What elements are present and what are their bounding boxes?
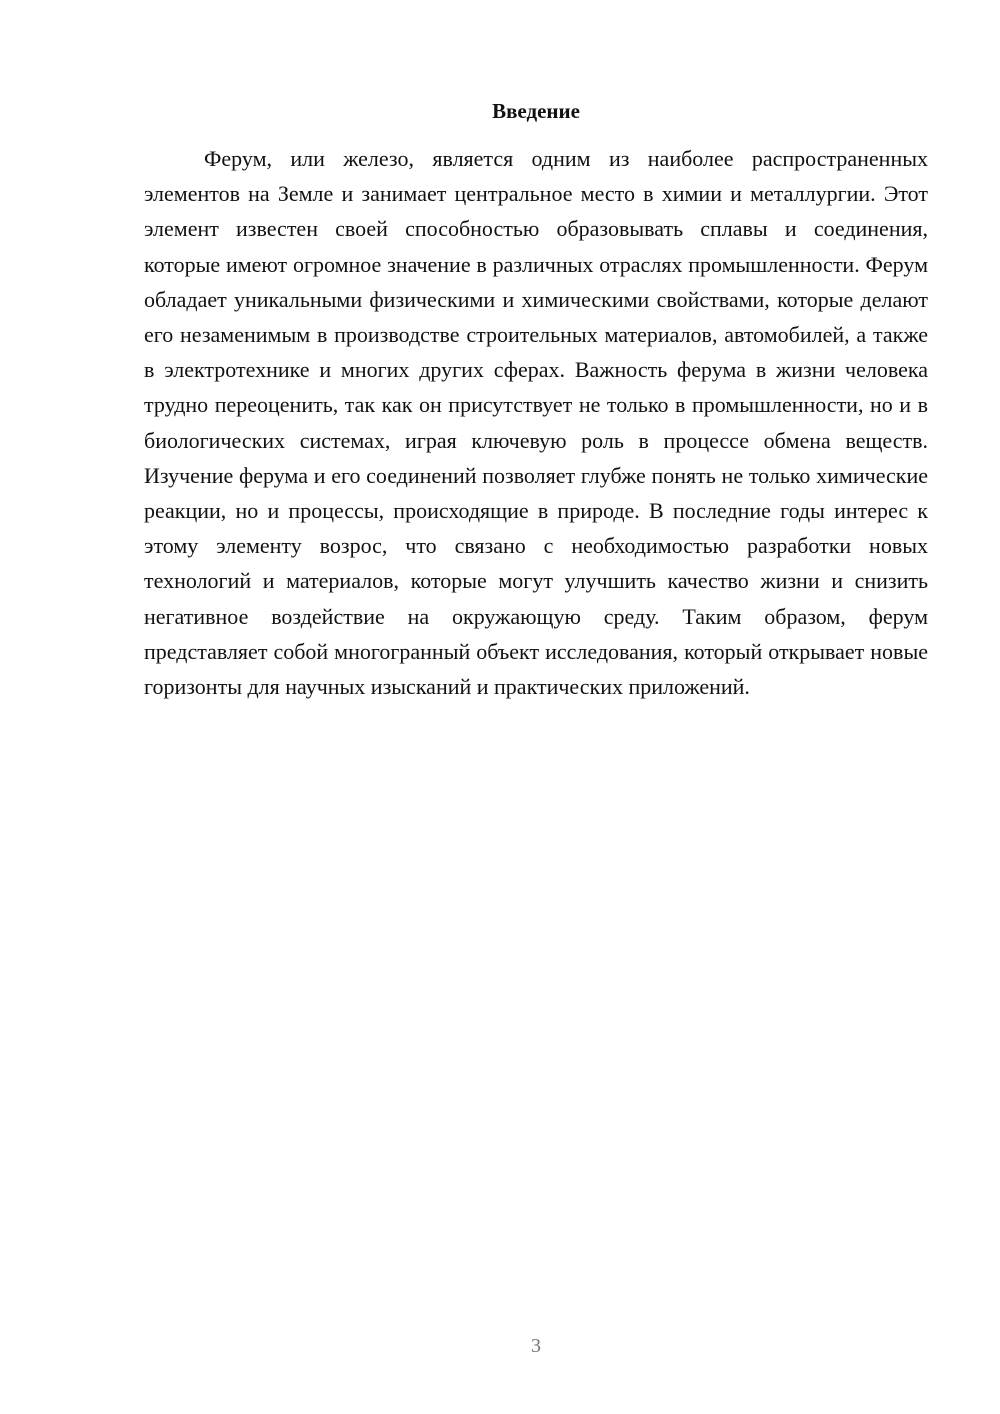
section-heading: Введение	[492, 99, 580, 123]
page-number: 3	[531, 1335, 541, 1357]
body-paragraph: Ферум, или железо, является одним из наиболее распространенных элементов на Земле и занимает центральное место в химии и металлургии. Этот элемент известен своей способностью образовывать сплавы и соединения, которые имеют огромное значение в различных отраслях промышленности. Ферум обладает уникальными физическими и химическими свойствами, которые делают его незаменимым в производстве строительных материалов, автомобилей, а также в электротехнике и многих других сферах. Важность ферума в жизни человека трудно переоценить, так как он присутствует не только в промышленности, но и в биологических системах, играя ключевую роль в процессе обмена веществ. Изучение ферума и его соединений позволяет глубже понять не только химические реакции, но и процессы, происходящие в природе. В последние годы интерес к этому элементу возрос, что связано с необходимостью разработки новых технологий и материалов, которые могут улучшить качество жизни и снизить негативное воздействие на окружающую среду. Таким образом, ферум представляет собой многогранный объект исследования, который открывает новые горизонты для научных изысканий и практических приложений.	[144, 146, 928, 700]
